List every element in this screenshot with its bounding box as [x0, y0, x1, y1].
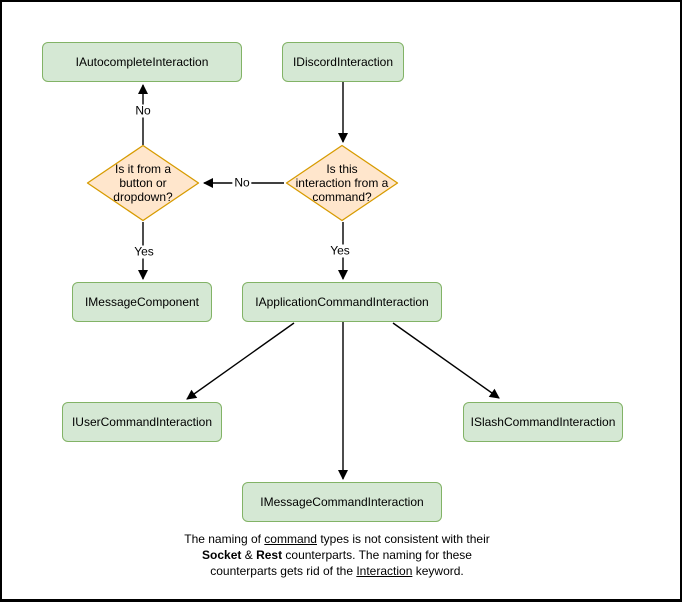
naming-note-line-2 — [147, 547, 527, 563]
decision-command — [285, 144, 399, 222]
decision-label-line: interaction from a — [295, 176, 389, 190]
node-application-command-interaction-label: IApplicationCommandInteraction — [255, 295, 429, 309]
edge-label-no-button-dropdown: No — [234, 175, 250, 190]
note-text: types is not consistent with their — [316, 532, 490, 546]
note-text: keyword. — [412, 564, 464, 578]
note-bold-socket: Socket — [202, 548, 242, 562]
decision-command-label — [285, 144, 399, 222]
naming-note-line-1 — [147, 531, 527, 547]
note-underlined-command: command — [264, 532, 317, 546]
edge-label-no-autocomplete: No — [135, 103, 151, 118]
naming-note — [147, 531, 527, 579]
note-bold-rest: Rest — [256, 548, 283, 562]
node-message-command-interaction-label: IMessageCommandInteraction — [260, 495, 424, 509]
decision-button-dropdown-label — [86, 144, 200, 222]
arrow-application-to-user-command — [187, 323, 294, 399]
decision-button-dropdown — [86, 144, 200, 222]
decision-label-line: dropdown? — [113, 190, 173, 204]
note-text: The naming of — [184, 532, 265, 546]
edge-label-yes-application-command: Yes — [330, 243, 350, 258]
node-user-command-interaction — [62, 402, 222, 442]
decision-label-line: Is this — [326, 162, 358, 176]
node-message-component-label: IMessageComponent — [84, 295, 200, 309]
node-autocomplete-interaction — [42, 42, 242, 82]
note-text: counterparts. The naming for these — [282, 548, 472, 562]
node-discord-interaction-label: IDiscordInteraction — [292, 55, 394, 69]
node-application-command-interaction — [242, 282, 442, 322]
node-slash-command-interaction — [463, 402, 623, 442]
naming-note-line-3 — [147, 563, 527, 579]
node-slash-command-interaction-label: ISlashCommandInteraction — [470, 415, 616, 429]
node-user-command-interaction-label: IUserCommandInteraction — [71, 415, 213, 429]
note-text: counterparts gets rid of the — [210, 564, 357, 578]
decision-label-line: button or — [119, 176, 167, 190]
note-text: & — [241, 548, 257, 562]
arrow-application-to-slash-command — [393, 323, 499, 398]
node-discord-interaction — [282, 42, 404, 82]
edge-label-yes-message-component: Yes — [134, 244, 154, 259]
note-underlined-interaction: Interaction — [356, 564, 413, 578]
decision-label-line: Is it from a — [114, 162, 171, 176]
node-autocomplete-interaction-label: IAutocompleteInteraction — [75, 55, 209, 69]
node-message-command-interaction — [242, 482, 442, 522]
node-message-component — [72, 282, 212, 322]
decision-label-line: command? — [312, 190, 372, 204]
